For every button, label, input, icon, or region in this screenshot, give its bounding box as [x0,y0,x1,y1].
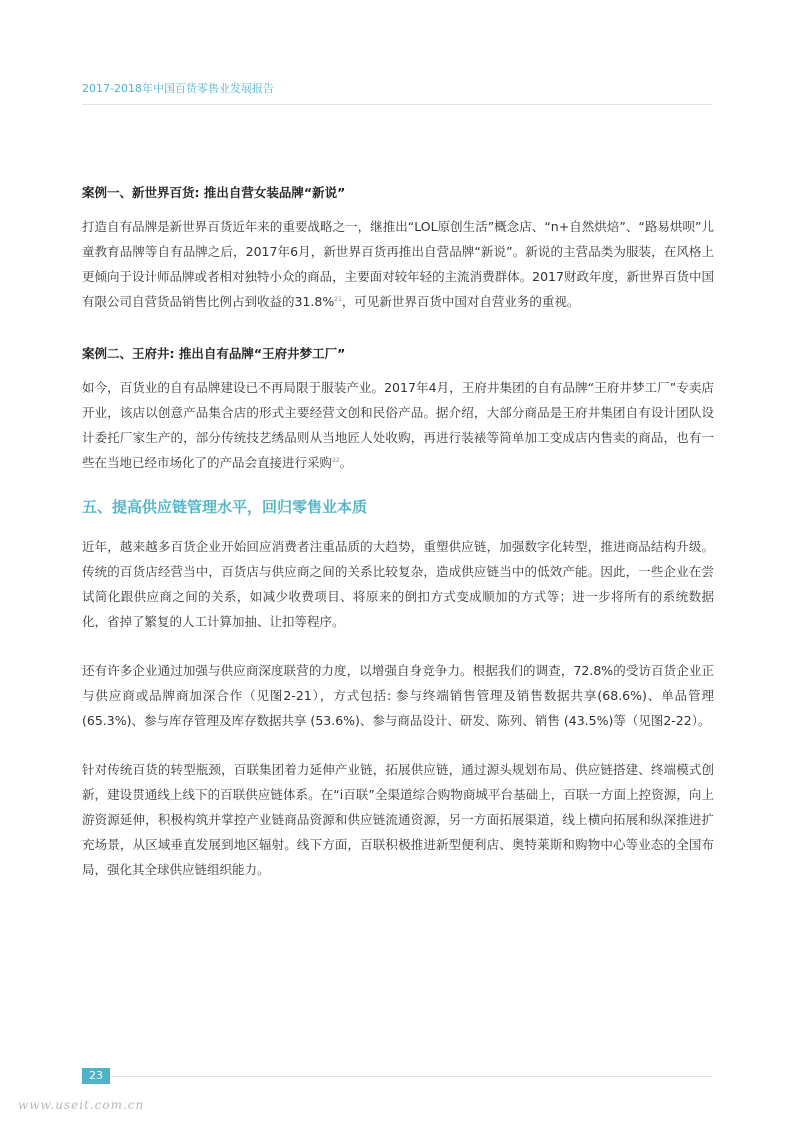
footer-divider [110,1076,712,1077]
section-para-3: 针对传统百货的转型瓶颈，百联集团着力延伸产业链，拓展供应链，通过源头规划布局、供应链搭建、终端模式创新，建设贯通线上线下的百联供应链体系。在“i百联”全渠道综合购物商城平台基础上，百联一方面上控资源，向上游资源延伸，积极构筑并掌控产业链商品资源和供应链流通资源，另一方面拓展渠道，线上横向拓展和纵深推进扩充场景，从区域垂直发展到地区辐射。线下方面，百联积极推进新型便利店、奥特莱斯和购物中心等业态的全国布局，强化其全球供应链组织能力。 [82,762,714,877]
case2-body [82,375,714,475]
watermark: www.useit.com.cn [18,1098,145,1112]
footnote-ref-22: 22 [332,456,340,464]
section-para-1: 近年，越来越多百货企业开始回应消费者注重品质的大趋势，重塑供应链，加强数字化转型，推进商品结构升级。传统的百货店经营当中，百货店与供应商之间的关系比较复杂，造成供应链当中的低效产能。因此，一些企业在尝试简化跟供应商之间的关系，如减少收费项目、将原来的倒扣方式变成顺加的方式等；进一步将所有的系统数据化，省掉了繁复的人工计算加抽、让扣等程序。 [82,539,714,629]
section-para-2: 还有许多企业通过加强与供应商深度联营的力度，以增强自身竞争力。根据我们的调查，72.8%的受访百货企业正与供应商或品牌商加深合作（见图2-21），方式包括: 参与终端销售管理及销售数据共享(68.6%)、单品管理 (65.3%)、参与库存管理及库存数据共享 (53.6%)、参与商品设计、研发、陈列、销售 (43.5%)等（见图2-22）。 [82,663,714,728]
footnote-ref-21: 21 [334,295,342,303]
case1-text-end: ，可见新世界百货中国对自营业务的重视。 [341,294,580,309]
case2-text-end: 。 [339,455,353,470]
case2-text: 如今，百货业的自有品牌建设已不再局限于服装产业。2017年4月，王府井集团的自有品牌“王府井梦工厂”专卖店开业，该店以创意产品集合店的形式主要经营文创和民俗产品。据介绍，大部分商品是王府井集团自有设计团队设计委托厂家生产的，部分传统技艺绣品则从当地匠人处收购，再进行装裱等简单加工变成店内售卖的商品，也有一些在当地已经市场化了的产品会直接进行采购 [82,380,714,470]
case2-title: 案例二、王府井: 推出自有品牌“王府井梦工厂” [82,346,346,361]
case1-body [82,214,714,314]
case1-title: 案例一、新世界百货: 推出自营女装品牌“新说” [82,185,346,200]
header-divider [82,104,712,105]
page-content [82,183,714,882]
page-number: 23 [82,1068,110,1084]
section-heading: 五、提高供应链管理水平，回归零售业本质 [82,498,368,516]
case1-text: 打造自有品牌是新世界百货近年来的重要战略之一，继推出“LOL原创生活”概念店、“n+自然烘焙”、“路易烘呗”儿童教育品牌等自有品牌之后，2017年6月，新世界百货再推出自营品牌“新说”。新说的主营品类为服装，在风格上更倾向于设计师品牌或者相对独特小众的商品，主要面对较年轻的主流消费群体。2017财政年度，新世界百货中国有限公司自营货品销售比例占到收益的31.8% [82,219,714,309]
running-header: 2017-2018年中国百货零售业发展报告 [82,82,274,95]
